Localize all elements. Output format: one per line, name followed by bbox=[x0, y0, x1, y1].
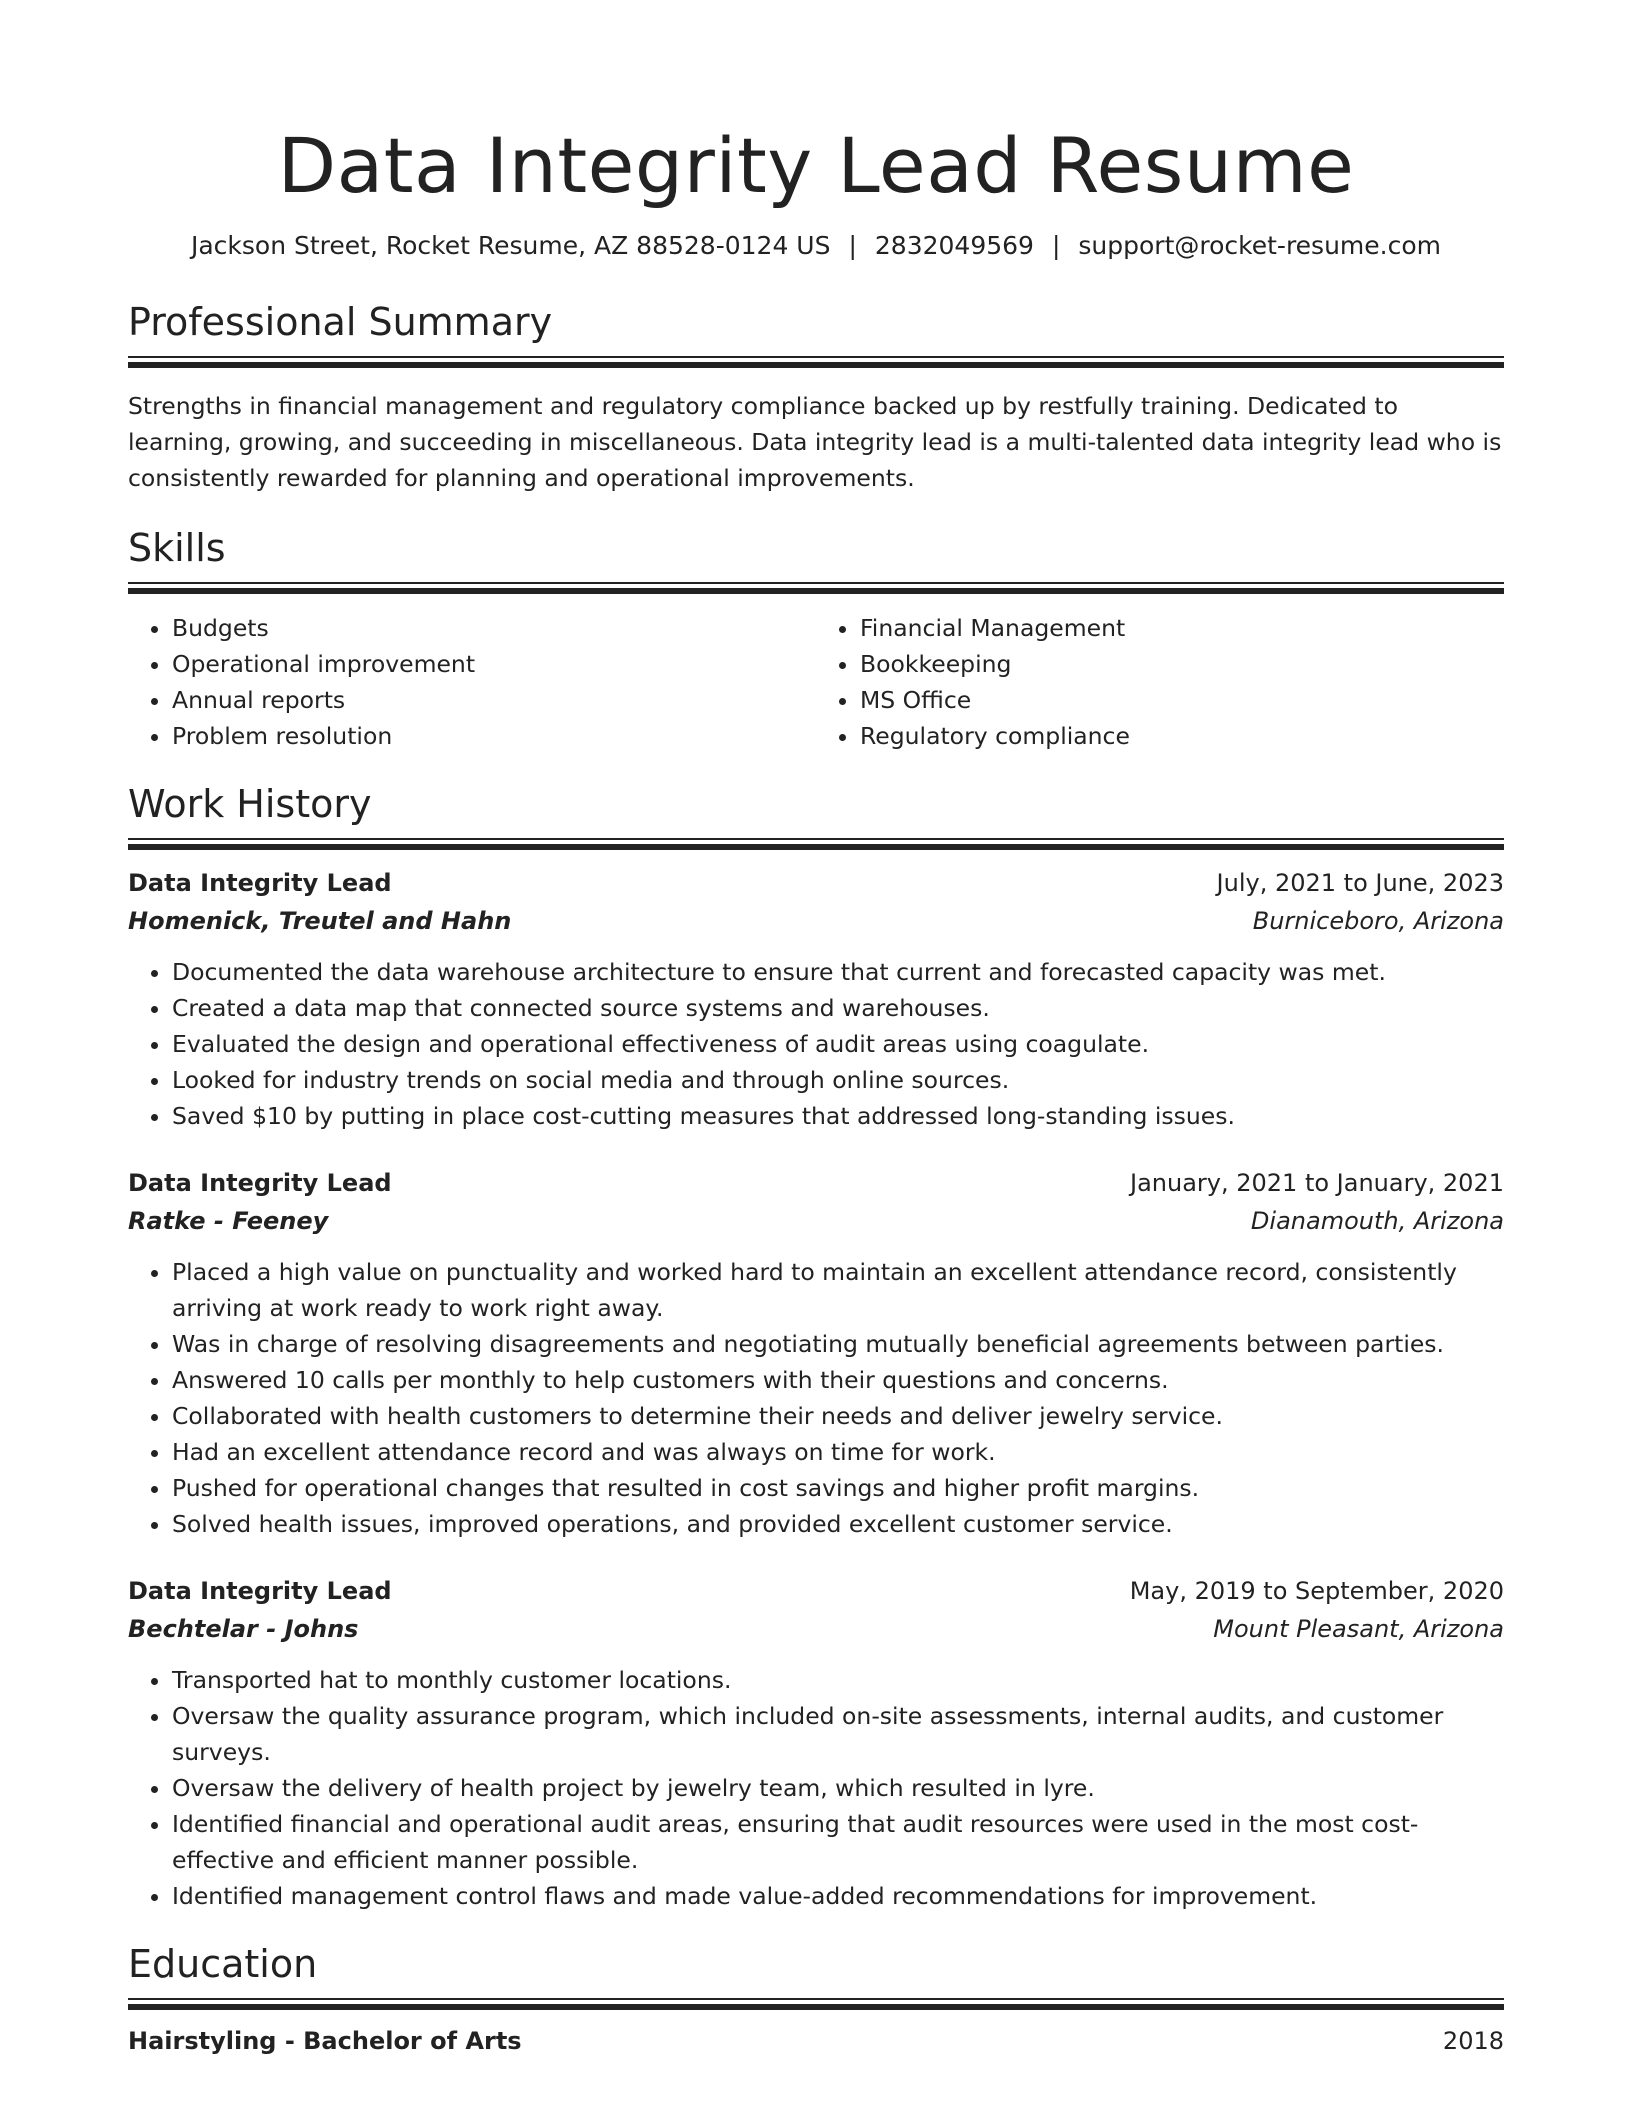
job-location: Burniceboro, Arizona bbox=[1252, 907, 1504, 935]
job-dates: May, 2019 to September, 2020 bbox=[1129, 1577, 1504, 1605]
section-divider bbox=[128, 1998, 1504, 2008]
job-bullet: • Oversaw the quality assurance program, which included on-site assessments, internal audits, and customer surveys. bbox=[172, 1698, 1504, 1770]
job-bullet: • Placed a high value on punctuality and worked hard to maintain an excellent attendance record, consistently arriving at work ready to work right away. bbox=[172, 1254, 1504, 1326]
job-bullet: • Answered 10 calls per monthly to help customers with their questions and concerns. bbox=[172, 1362, 1504, 1398]
section-heading-work: Work History bbox=[128, 782, 372, 826]
job-bullet: • Transported hat to monthly customer locations. bbox=[172, 1662, 1504, 1698]
job-bullets bbox=[128, 1662, 1504, 1914]
summary-text: Strengths in financial management and regulatory compliance backed up by restfully training. Dedicated to learning, growing, and succeeding in miscellaneous. Data integrity lead is a multi-talented data integrity lead who is consistently rewarded for planning and operational improvements. bbox=[128, 392, 1502, 492]
job-bullet: • Oversaw the delivery of health project by jewelry team, which resulted in lyre. bbox=[172, 1770, 1504, 1806]
skills-column-right bbox=[816, 610, 1504, 754]
job-title: Data Integrity Lead bbox=[128, 1169, 392, 1197]
job-header-row bbox=[128, 1164, 1504, 1202]
job-header-row bbox=[128, 1572, 1504, 1610]
contact-line bbox=[128, 228, 1504, 264]
section-heading-skills: Skills bbox=[128, 526, 226, 570]
education-year: 2018 bbox=[1442, 2027, 1504, 2055]
section-heading-education: Education bbox=[128, 1942, 318, 1986]
job-company: Homenick, Treutel and Hahn bbox=[128, 907, 512, 935]
job-bullet: • Saved $10 by putting in place cost-cutting measures that addressed long-standing issues. bbox=[172, 1098, 1504, 1134]
job-bullet: • Looked for industry trends on social media and through online sources. bbox=[172, 1062, 1504, 1098]
contact-email: support@rocket-resume.com bbox=[1078, 231, 1442, 260]
job-title: Data Integrity Lead bbox=[128, 869, 392, 897]
job-company: Ratke - Feeney bbox=[128, 1207, 329, 1235]
summary-section bbox=[128, 298, 1504, 496]
job-entry bbox=[128, 1572, 1504, 1914]
contact-phone: 2832049569 bbox=[874, 231, 1034, 260]
job-bullet: • Evaluated the design and operational effectiveness of audit areas using coagulate. bbox=[172, 1026, 1504, 1062]
skill-item: • Bookkeeping bbox=[860, 646, 1504, 682]
contact-separator: | bbox=[848, 231, 857, 260]
job-entry bbox=[128, 1164, 1504, 1542]
job-bullet: • Identified financial and operational audit areas, ensuring that audit resources were used in the most cost-effective and efficient manner possible. bbox=[172, 1806, 1504, 1878]
job-location: Mount Pleasant, Arizona bbox=[1213, 1615, 1504, 1643]
job-company: Bechtelar - Johns bbox=[128, 1615, 359, 1643]
job-bullet: • Solved health issues, improved operations, and provided excellent customer service. bbox=[172, 1506, 1504, 1542]
job-bullets bbox=[128, 954, 1504, 1134]
job-bullet: • Was in charge of resolving disagreements and negotiating mutually beneficial agreements between parties. bbox=[172, 1326, 1504, 1362]
skill-item: • Regulatory compliance bbox=[860, 718, 1504, 754]
skill-item: • Financial Management bbox=[860, 610, 1504, 646]
education-degree: Hairstyling - Bachelor of Arts bbox=[128, 2027, 522, 2055]
contact-separator: | bbox=[1051, 231, 1061, 260]
skills-list bbox=[128, 610, 1504, 754]
job-location: Dianamouth, Arizona bbox=[1250, 1207, 1504, 1235]
job-bullet: • Created a data map that connected source systems and warehouses. bbox=[172, 990, 1504, 1026]
section-divider bbox=[128, 356, 1504, 366]
skills-section bbox=[128, 524, 1504, 754]
job-bullet: • Had an excellent attendance record and was always on time for work. bbox=[172, 1434, 1504, 1470]
job-title: Data Integrity Lead bbox=[128, 1577, 392, 1605]
job-bullet: • Identified management control flaws and made value-added recommendations for improvement. bbox=[172, 1878, 1504, 1914]
section-divider bbox=[128, 582, 1504, 592]
resume-page bbox=[128, 118, 1504, 2060]
skill-item: • Operational improvement bbox=[172, 646, 816, 682]
contact-address: Jackson Street, Rocket Resume, AZ 88528-0124 US bbox=[190, 231, 831, 260]
section-divider bbox=[128, 838, 1504, 848]
skills-column-left bbox=[128, 610, 816, 754]
job-bullet: • Documented the data warehouse architecture to ensure that current and forecasted capacity was met. bbox=[172, 954, 1504, 990]
resume-title: Data Integrity Lead Resume bbox=[277, 121, 1355, 210]
skill-item: • MS Office bbox=[860, 682, 1504, 718]
skill-item: • Budgets bbox=[172, 610, 816, 646]
job-dates: January, 2021 to January, 2021 bbox=[1130, 1169, 1504, 1197]
education-section bbox=[128, 1940, 1504, 2060]
job-dates: July, 2021 to June, 2023 bbox=[1216, 869, 1504, 897]
skill-item: • Problem resolution bbox=[172, 718, 816, 754]
work-section bbox=[128, 780, 1504, 1914]
job-bullet: • Pushed for operational changes that resulted in cost savings and higher profit margins. bbox=[172, 1470, 1504, 1506]
job-company-row bbox=[128, 1610, 1504, 1648]
job-company-row bbox=[128, 1202, 1504, 1240]
job-bullets bbox=[128, 1254, 1504, 1542]
section-heading-summary: Professional Summary bbox=[128, 300, 553, 344]
job-header-row bbox=[128, 864, 1504, 902]
job-company-row bbox=[128, 902, 1504, 940]
education-entry bbox=[128, 2022, 1504, 2060]
job-entry bbox=[128, 864, 1504, 1134]
skill-item: • Annual reports bbox=[172, 682, 816, 718]
job-bullet: • Collaborated with health customers to determine their needs and deliver jewelry service. bbox=[172, 1398, 1504, 1434]
